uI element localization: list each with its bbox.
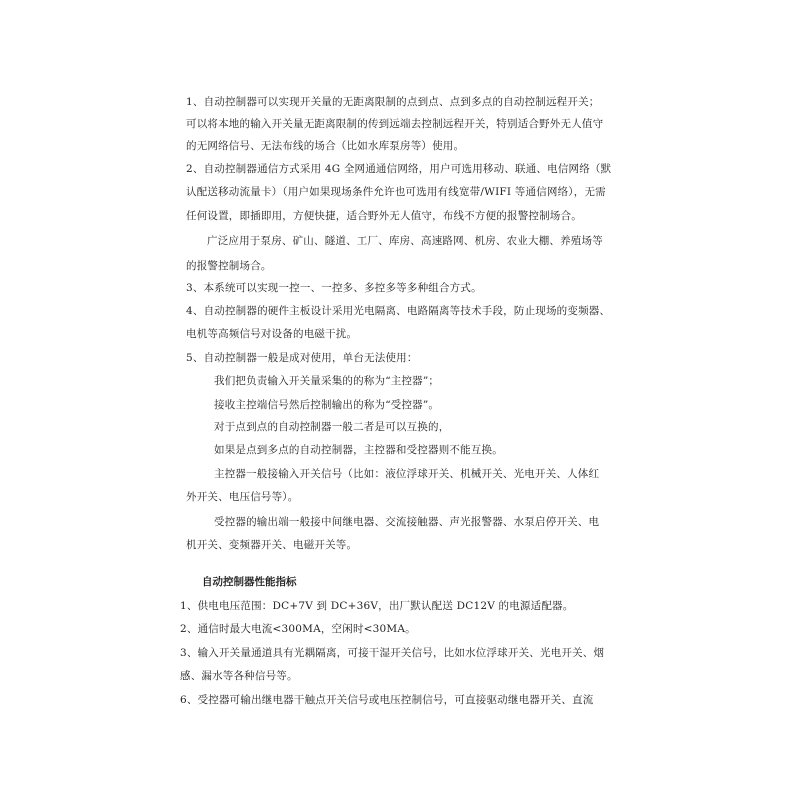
text-line: 1、供电电压范围：DC+7V 到 DC+36V，出厂默认配送 DC12V 的电源适配器。 — [180, 600, 574, 612]
text-line: 6、受控器可输出继电器干触点开关信号或电压控制信号，可直接驱动继电器开关、直流 — [180, 694, 594, 706]
text-line: 主控器一般接输入开关信号（比如：液位浮球开关、机械开关、光电开关、人体红 — [214, 468, 600, 480]
text-line: 2、自动控制器通信方式采用 4G 全网通通信网络，用户可选用移动、联通、电信网络（默 — [186, 163, 612, 175]
text-line: 接收主控端信号然后控制输出的称为“受控器”。 — [214, 399, 440, 411]
text-line: 的报警控制场合。 — [186, 260, 272, 272]
text-line: 5、自动控制器一般是成对使用，单台无法使用： — [186, 352, 418, 364]
text-line: 对于点到点的自动控制器一般二者是可以互换的， — [214, 421, 450, 433]
text-line: 感、漏水等各种信号等。 — [180, 670, 298, 682]
text-line: 2、通信时最大电流<300MA，空闲时<30MA。 — [180, 623, 416, 635]
text-line: 3、输入开关量通道具有光耦隔离，可接干湿开关信号，比如水位浮球开关、光电开关、烟 — [180, 647, 605, 659]
text-line: 4、自动控制器的硬件主板设计采用光电隔离、电路隔离等技术手段，防止现场的变频器、 — [186, 305, 611, 317]
text-line: 机开关、变频器开关、电磁开关等。 — [186, 539, 358, 551]
text-line: 1、自动控制器可以实现开关量的无距离限制的点到点、点到多点的自动控制远程开关； — [186, 96, 600, 108]
text-line: 3、本系统可以实现一控一、一控多、多控多等多种组合方式。 — [186, 282, 482, 294]
text-line: 外开关、电压信号等）。 — [186, 491, 299, 503]
text-line: 广泛应用于泵房、矿山、隧道、工厂、库房、高速路网、机房、农业大棚、养殖场等 — [207, 235, 603, 247]
text-line: 我们把负责输入开关量采集的的称为“主控器”； — [214, 375, 440, 387]
text-line: 如果是点到多点的自动控制器，主控器和受控器则不能互换。 — [214, 444, 503, 456]
text-line: 电机等高频信号对设备的电磁干扰。 — [186, 328, 358, 340]
section-title: 自动控制器性能指标 — [202, 576, 297, 588]
text-line: 任何设置，即插即用，方便快捷，适合野外无人值守，布线不方便的报警控制场合。 — [186, 210, 582, 222]
text-line: 的无网络信号、无法布线的场合（比如水库泵房等）使用。 — [186, 140, 465, 152]
text-line: 认配送移动流量卡）（用户如果现场条件允许也可选用有线宽带/WIFI 等通信网络），无需 — [186, 186, 606, 198]
text-line: 可以将本地的输入开关量无距离限制的传到远端去控制远程开关，特别适合野外无人值守 — [186, 118, 604, 130]
text-line: 受控器的输出端一般接中间继电器、交流接触器、声光报警器、水泵启停开关、电 — [214, 516, 600, 528]
